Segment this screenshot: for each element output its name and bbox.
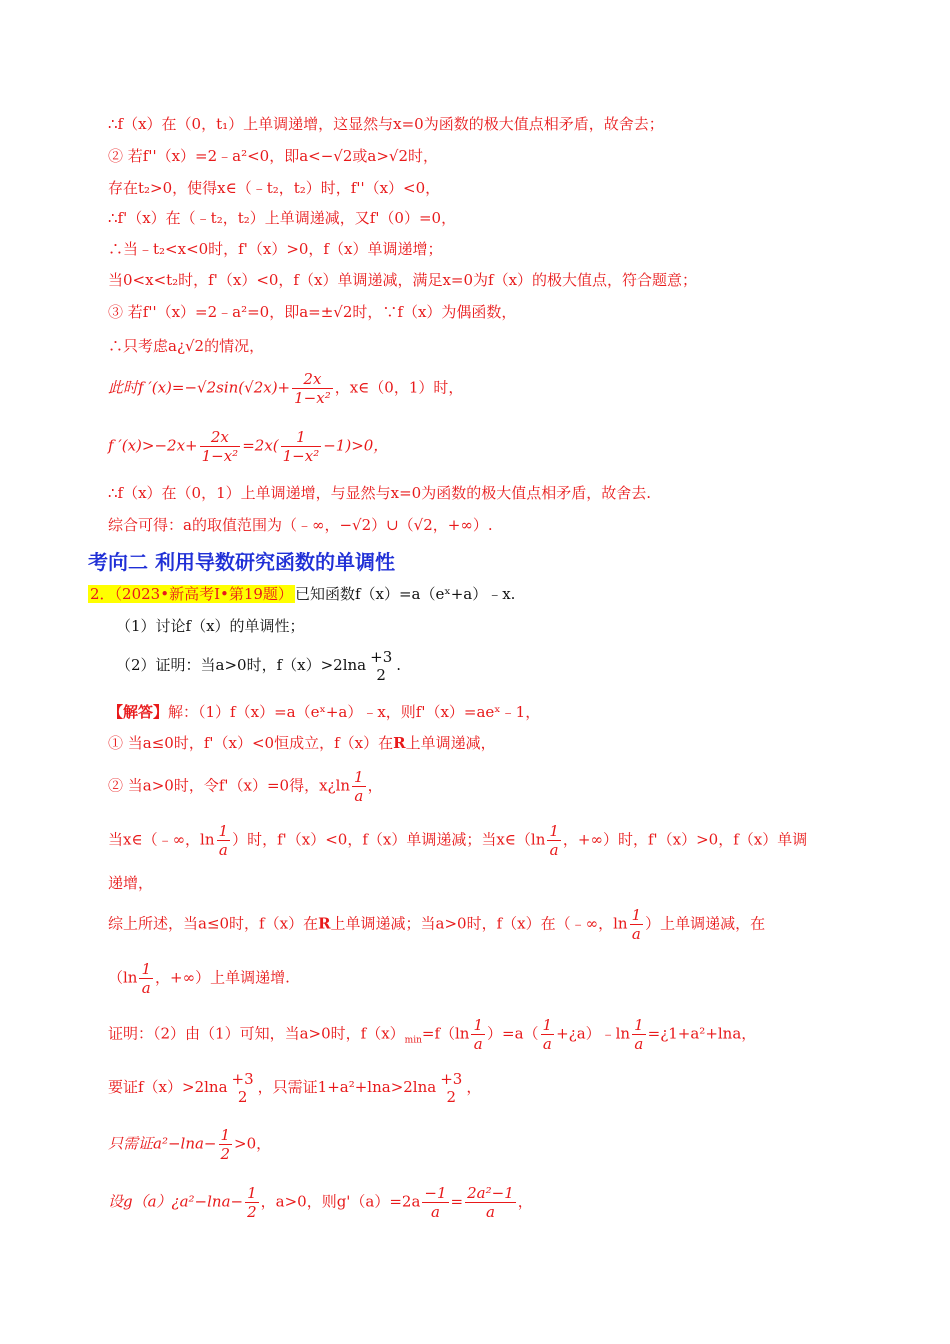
proof-text: >0， [234, 1134, 272, 1153]
question-part-1: （1）讨论f（x）的单调性； [116, 617, 305, 635]
question-part-2 [116, 648, 401, 684]
proof-text: ， [517, 1192, 533, 1211]
denominator: a [634, 1035, 644, 1053]
answer-line-3 [108, 768, 383, 805]
fraction [465, 1184, 516, 1221]
inequality-mid: =2x( [242, 436, 279, 455]
numerator: 1 [218, 822, 229, 840]
numerator: −1 [424, 1184, 447, 1202]
proof-line-3 [108, 1126, 271, 1163]
solution-line-11: ∴f（x）在（0，1）上单调递增，与显然与x=0为函数的极大值点相矛盾，故舍去. [108, 484, 651, 502]
question-stem: 已知函数f（x）=a（eˣ+a）﹣x. [294, 585, 516, 603]
proof-text: 设g（a）¿a²−lna− [108, 1192, 244, 1211]
proof-text: 证明：（2）由（1）可知，当a>0时，f（x） [108, 1024, 405, 1043]
question-number [88, 585, 295, 603]
proof-text: 要证f（x）>2lna [108, 1078, 228, 1096]
interval-text: ，x∈（0，1）时， [334, 378, 464, 397]
solution-line-2: ② 若f''（x）=2﹣a²<0，即a<−√2或a>√2时， [108, 147, 439, 165]
numerator: 2x [200, 428, 241, 447]
inequality-start: f ′(x)>−2x+ [108, 436, 198, 455]
numerator: 1 [542, 1016, 553, 1034]
answer-text: ，+∞）上单调递增. [155, 968, 290, 987]
denominator: a [631, 925, 641, 943]
proof-line-2 [108, 1070, 481, 1106]
solution-line-5: ∴当﹣t₂<x<0时，f'（x）>0，f（x）单调递增； [108, 240, 443, 258]
answer-text: ）上单调递减，在 [645, 914, 766, 933]
fraction [230, 1070, 256, 1106]
proof-text: +¿a）﹣ln [556, 1024, 631, 1043]
proof-text: = [450, 1192, 464, 1211]
denominator: 2 [376, 666, 386, 684]
fraction [217, 822, 231, 859]
fraction [292, 370, 333, 407]
answer-text: ， [367, 776, 383, 795]
answer-line-4 [108, 822, 807, 859]
solution-line-9 [108, 370, 463, 407]
numerator: 1 [141, 960, 152, 978]
denominator: 2 [220, 1145, 231, 1163]
fraction [541, 1016, 555, 1053]
answer-line-4-wrap: 递增， [108, 874, 154, 892]
fraction [471, 1016, 485, 1053]
proof-line-4 [108, 1184, 533, 1221]
proof-text: =f（ln [421, 1024, 470, 1043]
proof-text: 只需证a²−lna− [108, 1134, 217, 1153]
answer-text: ，+∞）时，f'（x）>0，f（x）单调 [562, 830, 808, 849]
answer-line-2 [108, 733, 496, 753]
proof-text: ，a>0，则g'（a）=2a [260, 1192, 421, 1211]
fraction [630, 906, 644, 943]
denominator: a [354, 787, 364, 805]
proof-line-1 [108, 1016, 756, 1053]
denominator: a [542, 1035, 552, 1053]
answer-line-1 [108, 702, 540, 722]
fraction [632, 1016, 646, 1053]
fraction [368, 648, 394, 684]
denominator: a [431, 1203, 440, 1221]
solution-line-1: ∴f（x）在（0，t₁）上单调递增，这显然与x=0为函数的极大值点相矛盾，故舍去； [108, 115, 664, 133]
real-set-symbol: R [393, 734, 406, 752]
answer-text: ② 当a>0时，令f'（x）=0得，x¿ln [108, 776, 351, 795]
fraction [219, 1126, 233, 1163]
fraction [200, 428, 241, 465]
fraction [139, 960, 153, 997]
proof-text: =¿1+a²+lna， [647, 1024, 757, 1043]
denominator: 1−x² [282, 447, 320, 465]
fraction [422, 1184, 448, 1221]
numerator: +3 [370, 648, 393, 666]
answer-line-6 [108, 960, 290, 997]
denominator: a [485, 1203, 495, 1221]
numerator: +3 [440, 1070, 463, 1088]
numerator: 1 [634, 1016, 644, 1034]
numerator: 1 [473, 1016, 484, 1034]
part2-text: （2）证明：当a>0时，f（x）>2lna [116, 656, 367, 674]
numerator: 2a²−1 [467, 1184, 514, 1202]
numerator: 1 [354, 768, 364, 786]
answer-text: ① 当a≤0时，f'（x）<0恒成立，f（x）在 [108, 734, 394, 752]
denominator: a [473, 1035, 483, 1053]
denominator: a [218, 841, 228, 859]
real-set-symbol: R [318, 914, 331, 933]
numerator: 1 [549, 822, 559, 840]
answer-text: （ln [108, 968, 138, 987]
proof-text: ）=a（ [487, 1024, 539, 1043]
numerator: 1 [247, 1184, 257, 1202]
answer-text: 综上所述，当a≤0时，f（x）在 [108, 914, 319, 933]
solution-line-3: 存在t₂>0，使得x∈（﹣t₂，t₂）时，f''（x）<0， [108, 179, 441, 197]
question-number-text: 2． [90, 585, 115, 603]
solution-line-7: ③ 若f''（x）=2﹣a²=0，即a=±√2时，∵f（x）为偶函数， [108, 303, 517, 321]
answer-text: ）时，f'（x）<0，f（x）单调递减；当x∈（ln [232, 830, 546, 849]
fraction [352, 768, 366, 805]
proof-text: ， [466, 1078, 482, 1096]
fraction [281, 428, 322, 465]
denominator: 1−x² [294, 389, 331, 407]
derivative-expression: 此时f ′(x)=−√2sin(√2x)+ [108, 378, 291, 397]
proof-text: ，只需证1+a²+lna>2lna [257, 1078, 437, 1096]
answer-text: 上单调递减；当a>0时，f（x）在（﹣∞，ln [330, 914, 628, 933]
solution-line-6: 当0<x<t₂时，f'（x）<0，f（x）单调递减，满足x=0为f（x）的极大值点，符合题意； [108, 271, 698, 289]
numerator: 2x [292, 370, 333, 389]
denominator: a [141, 979, 151, 997]
fraction [547, 822, 561, 859]
question-header [88, 584, 515, 604]
denominator: 2 [247, 1203, 257, 1221]
answer-text: 解：（1）f（x）=a（eˣ+a）﹣x，则f'（x）=aeˣ﹣1， [168, 703, 541, 721]
numerator: 1 [281, 428, 322, 447]
solution-line-10 [108, 428, 388, 465]
solution-line-4: ∴f'（x）在（﹣t₂，t₂）上单调递减，又f'（0）=0， [108, 209, 457, 227]
numerator: 1 [220, 1126, 231, 1144]
answer-text: 当x∈（﹣∞，ln [108, 830, 215, 849]
min-subscript: min [404, 1035, 422, 1046]
solution-line-8: ∴只考虑a¿√2的情况， [108, 337, 265, 355]
part2-end: . [396, 656, 402, 674]
question-source: （2023•新高考Ⅰ•第19题） [114, 585, 293, 603]
answer-line-5 [108, 906, 765, 943]
denominator: 1−x² [201, 447, 239, 465]
denominator: 2 [237, 1088, 248, 1106]
inequality-end: −1)>0， [323, 436, 389, 455]
fraction [245, 1184, 259, 1221]
denominator: 2 [446, 1088, 457, 1106]
numerator: 1 [631, 906, 642, 924]
denominator: a [549, 841, 559, 859]
answer-text: 上单调递减， [405, 734, 496, 752]
section-heading: 考向二 利用导数研究函数的单调性 [88, 550, 395, 574]
fraction [438, 1070, 464, 1106]
answer-tag: 【解答】 [108, 703, 169, 721]
numerator: +3 [231, 1070, 254, 1088]
solution-line-12: 综合可得：a的取值范围为（﹣∞，−√2）∪（√2，+∞）. [108, 516, 493, 534]
